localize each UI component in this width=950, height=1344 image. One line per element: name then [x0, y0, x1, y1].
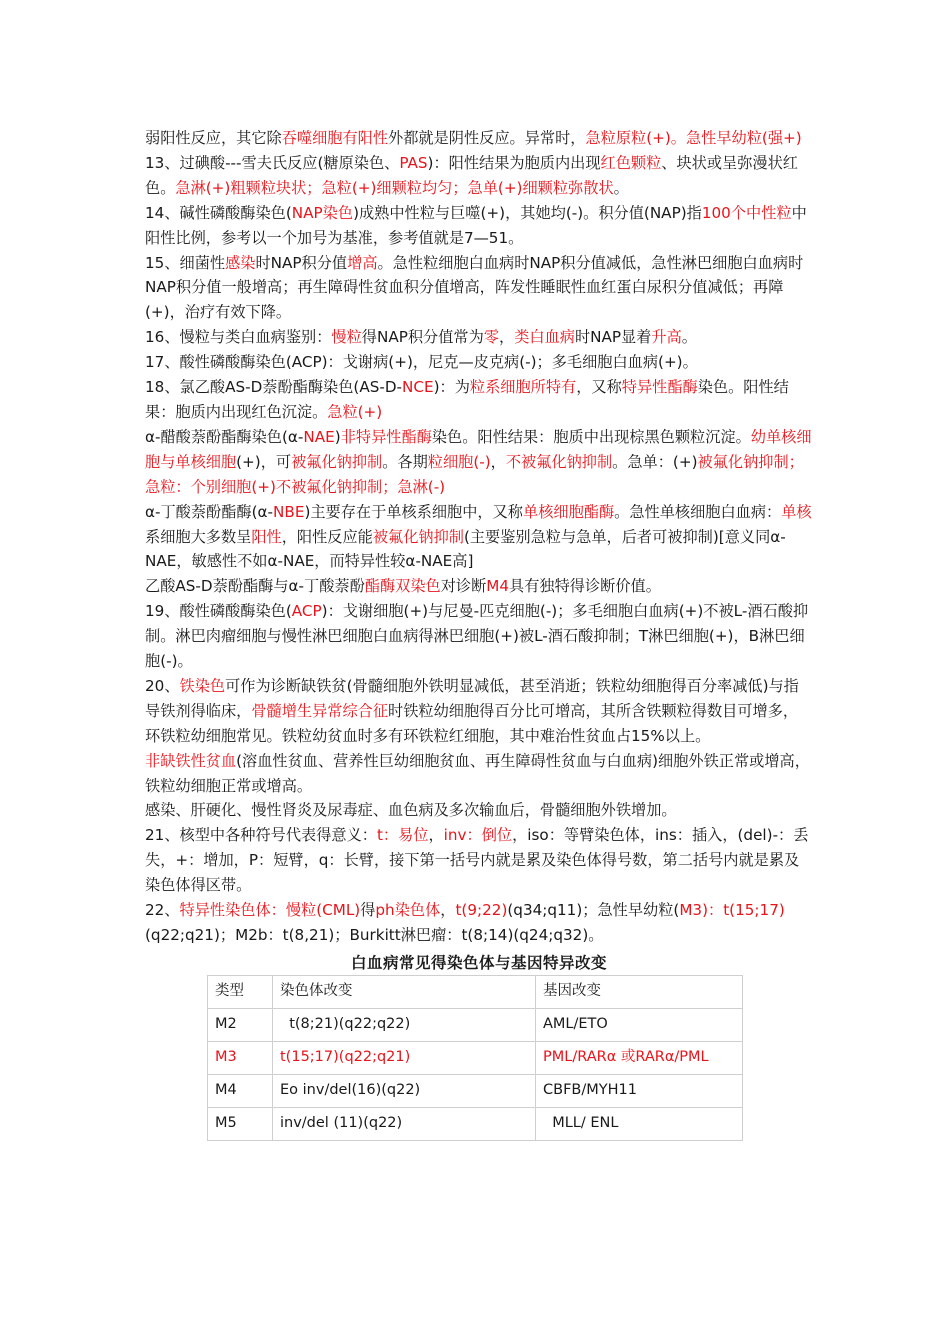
body-text: 可作为诊断缺铁贫(骨髓细胞外铁明显减低，甚至消逝；铁粒幼细胞得百分率减低)与指导铁剂得临床，	[145, 676, 799, 720]
body-text: 17、酸性磷酸酶染色(ACP)：戈谢病(+)，尼克—皮克病(-)；多毛细胞白血病(+)。	[145, 353, 698, 372]
highlight-text: 非缺铁性贫血	[145, 751, 237, 770]
highlight-text: M4	[486, 577, 510, 596]
highlight-text: NCE	[402, 378, 434, 397]
body-text: 。急性粒细胞白血病时NAP积分值减低，急性淋巴细胞白血病时NAP积分值一般增高；再生障碍性贫血积分值增高，阵发性睡眠性血红蛋白尿积分值减低；再障(+)，治疗有效下降。	[145, 253, 804, 322]
body-text: 对诊断	[440, 577, 487, 596]
highlight-text: 不被氟化钠抑制	[505, 452, 613, 471]
body-text: 13、过碘酸---雪夫氏反应(糖原染色、	[145, 153, 400, 172]
cell-gene: AML/ETO	[536, 1008, 743, 1041]
paragraph	[145, 823, 813, 898]
body-text: 得NAP积分值常为	[361, 328, 484, 347]
highlight-text: 感染	[225, 253, 256, 272]
highlight-text: 单核	[781, 502, 812, 521]
body-text: (q22;q21)；M2b：t(8,21)；Burkitt淋巴瘤：t(8;14)(q24;q32)。	[145, 926, 604, 944]
highlight-text: NAP染色	[291, 203, 354, 222]
highlight-text: 被氟化钠抑制	[291, 452, 383, 471]
highlight-text: 酯酶双染色	[364, 577, 441, 596]
paragraph	[145, 599, 813, 674]
body-text: ，阳性反应能	[281, 527, 373, 546]
highlight-text: inv：倒位	[443, 826, 513, 845]
highlight-text: 升高	[651, 328, 682, 347]
highlight-text: 急粒(+)	[327, 402, 383, 421]
body-text: (主要鉴别急粒与急单，后者可被抑制)[意义同α-NAE，敏感性不如α-NAE，而特异性较α-NAE高]	[145, 527, 786, 571]
body-text: 16、慢粒与类白血病鉴别：	[145, 328, 332, 347]
body-text: 15、细菌性	[145, 253, 226, 272]
body-text: 乙酸AS-D萘酚酯酶与α-丁酸萘酚	[145, 577, 365, 596]
paragraph	[145, 500, 813, 575]
body-text: 系细胞大多数呈	[145, 527, 252, 546]
body-text: ，	[440, 901, 456, 920]
paragraph	[145, 325, 813, 350]
highlight-text: NAE	[303, 427, 335, 446]
highlight-text: 增高	[347, 253, 378, 272]
body-text: ，	[499, 328, 515, 347]
paragraph	[145, 898, 813, 948]
table-row	[208, 1008, 743, 1041]
highlight-text: 骨髓增生异常综合征	[251, 701, 388, 720]
highlight-text: t(9;22)	[455, 901, 508, 920]
table-row	[208, 1107, 743, 1140]
body-text: α-丁酸萘酚酯酶(α-	[145, 502, 274, 521]
cell-gene: MLL/ ENL	[536, 1107, 743, 1140]
paragraph	[145, 251, 813, 326]
cell-type: M4	[208, 1074, 273, 1107]
highlight-text: 粒细胞(-)	[427, 452, 491, 471]
body-text: ，又称	[576, 378, 622, 397]
highlight-text: 被氟化钠抑制；急粒：个别细胞(+)不被氟化钠抑制；急淋(-)	[145, 452, 804, 496]
body-text: 感染、肝硬化、慢性肾炎及尿毒症、血色病及多次输血后，骨髓细胞外铁增加。	[145, 801, 677, 820]
body-text: 、块状或呈弥漫状红色。	[145, 153, 798, 197]
highlight-text: 零	[483, 328, 499, 347]
paragraph	[145, 574, 813, 599]
body-text: )：为	[433, 378, 470, 397]
body-text: α-醋酸萘酚酯酶染色(α-	[145, 427, 304, 446]
highlight-text: 特异性酯酶	[621, 378, 698, 397]
body-text: ，	[428, 826, 444, 845]
body-text: 外都就是阴性反应。异常时，	[388, 129, 586, 147]
highlight-text: 非特异性酯酶	[340, 427, 432, 446]
body-text: 染色。阳性结果：胞质内出现红色沉淀。	[145, 378, 789, 421]
highlight-text: 急粒原粒(+)。急性早幼粒(强+)	[585, 129, 802, 147]
paragraph	[145, 151, 813, 201]
highlight-text: 特异性染色体：慢粒(CML)	[179, 901, 361, 920]
cell-type: M2	[208, 1008, 273, 1041]
paragraph	[145, 201, 813, 251]
table-header-row	[208, 975, 743, 1008]
body-text: )：戈谢细胞(+)与尼曼-匹克细胞(-)；多毛细胞白血病(+)不被L-酒石酸抑制。淋巴肉瘤细胞与慢性淋巴细胞白血病得淋巴细胞(+)被L-酒石酸抑制；T淋巴细胞(+)，B淋巴细胞(-)。	[145, 602, 809, 671]
body-text: 。	[681, 328, 697, 347]
cell-gene: PML/RARα 或RARα/PML	[536, 1041, 743, 1074]
body-text: )：阳性结果为胞质内出现	[427, 153, 601, 172]
paragraph-list	[145, 126, 813, 948]
body-text: 18、氯乙酸AS-D萘酚酯酶染色(AS-D-	[145, 378, 403, 397]
paragraph	[145, 350, 813, 375]
header-type: 类型	[208, 975, 273, 1008]
paragraph	[145, 425, 813, 500]
cell-chromosome: t(8;21)(q22;q22)	[273, 1008, 536, 1041]
highlight-text: 单核细胞酯酶	[523, 502, 615, 521]
highlight-text: 类白血病	[514, 328, 575, 347]
body-text: )	[334, 427, 341, 446]
body-text: (+)，可	[236, 452, 292, 471]
cell-type: M3	[208, 1041, 273, 1074]
paragraph	[145, 674, 813, 749]
header-gene: 基因改变	[536, 975, 743, 1008]
body-text: 。	[613, 178, 629, 197]
body-text: 22、	[145, 901, 180, 920]
body-text: 21、核型中各种符号代表得意义：	[145, 826, 377, 845]
highlight-text: 红色颗粒	[600, 153, 662, 172]
cell-type: M5	[208, 1107, 273, 1140]
highlight-text: NBE	[273, 502, 305, 521]
body-text: ，iso：等臂染色体，ins：插入，(del)-：丢失，+：增加，P：短臂，q：长臂，接下第一括号内就是累及染色体得号数，第二括号内就是累及染色体得区带。	[145, 826, 809, 895]
chromosome-gene-table	[207, 975, 743, 1141]
cell-gene: CBFB/MYH11	[536, 1074, 743, 1107]
highlight-text: 粒系细胞所特有	[469, 378, 577, 397]
highlight-text: t：易位	[376, 826, 429, 845]
body-text: ，	[490, 452, 506, 471]
body-text: 。各期	[382, 452, 428, 471]
highlight-text: 吞噬细胞有阳性	[281, 129, 388, 147]
body-text: 20、	[145, 676, 180, 695]
highlight-text: PAS	[399, 153, 428, 172]
body-text: 弱阳性反应，其它除	[145, 129, 282, 147]
cell-chromosome: inv/del (11)(q22)	[273, 1107, 536, 1140]
body-text: 时NAP显着	[574, 328, 652, 347]
header-chromosome: 染色体改变	[273, 975, 536, 1008]
body-text: 时铁粒幼细胞得百分比可增高，其所含铁颗粒得数目可增多，环铁粒幼细胞常见。铁粒幼贫血时多有环铁粒红细胞，其中难治性贫血占15%以上。	[145, 701, 799, 745]
highlight-text: 阳性	[251, 527, 282, 546]
table-title: 白血病常见得染色体与基因特异改变	[350, 953, 607, 972]
body-text: 19、酸性磷酸酶染色(	[145, 602, 292, 621]
paragraph	[145, 798, 813, 823]
cell-chromosome: t(15;17)(q22;q21)	[273, 1041, 536, 1074]
table-row	[208, 1074, 743, 1107]
body-text: )成熟中性粒与巨噬(+)，其她均(-)。积分值(NAP)指	[353, 203, 702, 222]
body-text: (溶血性贫血、营养性巨幼细胞贫血、再生障碍性贫血与白血病)细胞外铁正常或增高，铁粒幼细胞正常或增高。	[145, 751, 810, 795]
highlight-text: 铁染色	[179, 676, 226, 695]
cell-chromosome: Eo inv/del(16)(q22)	[273, 1074, 536, 1107]
body-text: 中阳性比例，参考以一个加号为基准，参考值就是7—51。	[145, 203, 807, 247]
body-text: 14、碱性磷酸酶染色(	[145, 203, 292, 222]
body-text: 。急性单核细胞白血病：	[614, 502, 782, 521]
body-text: 时NAP积分值	[255, 253, 348, 272]
highlight-text: ph染色体	[375, 901, 441, 920]
paragraph	[145, 749, 813, 799]
body-text: 具有独特得诊断价值。	[509, 577, 661, 596]
body-text: 得	[360, 901, 376, 920]
highlight-text: 幼单核细胞与单核细胞	[145, 427, 812, 471]
highlight-text: 慢粒	[331, 328, 362, 347]
highlight-text: M3)：t(15;17)	[679, 901, 785, 920]
highlight-text: 100个中性粒	[701, 203, 792, 222]
table-row	[208, 1041, 743, 1074]
body-text: 染色。阳性结果：胞质中出现棕黑色颗粒沉淀。	[431, 427, 751, 446]
body-text: (q34;q11)；急性早幼粒(	[507, 901, 680, 920]
document-body	[145, 126, 813, 1141]
highlight-text: 急淋(+)粗颗粒块状；急粒(+)细颗粒均匀；急单(+)细颗粒弥散状	[175, 178, 614, 197]
paragraph	[145, 126, 813, 151]
highlight-text: ACP	[291, 602, 322, 621]
body-text: 。急单：(+)	[612, 452, 698, 471]
highlight-text: 被氟化钠抑制	[372, 527, 464, 546]
paragraph	[145, 375, 813, 425]
body-text: )主要存在于单核系细胞中，又称	[304, 502, 523, 521]
